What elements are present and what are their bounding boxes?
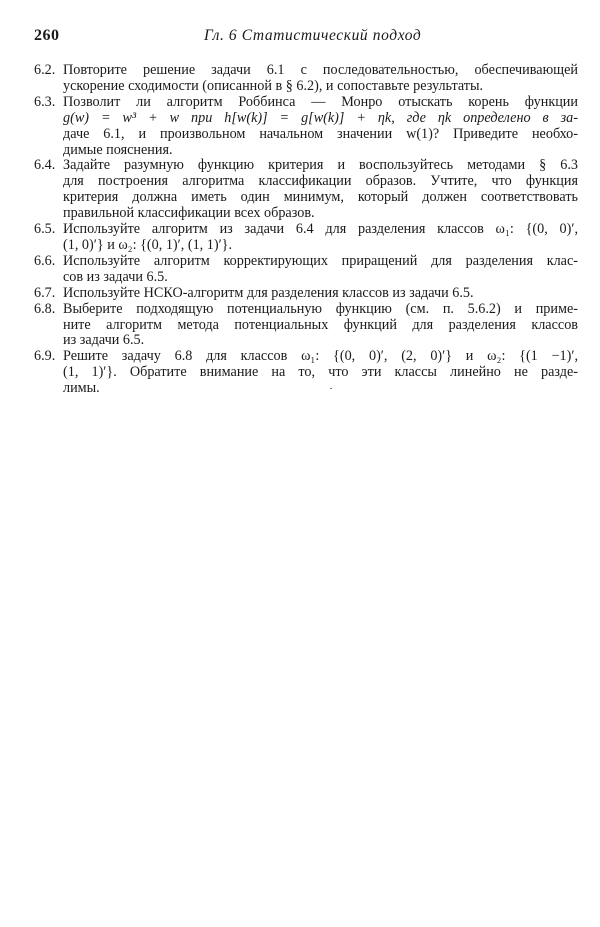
- running-head: [34, 27, 574, 47]
- exercise-text-line: (1, 0)′} и ω₂: {(0, 1)′, (1, 1)′}.: [63, 236, 233, 253]
- page-number: 260: [34, 27, 60, 44]
- exercise-text-line: для построения алгоритма классификации образов. Учтите, что функция: [63, 173, 578, 190]
- exercise-6-2: [34, 63, 578, 95]
- exercise-6-7: [34, 286, 578, 302]
- exercise-text-line: (1, 1)′}. Обратите внимание на то, что эти классы линейно не разде-: [63, 364, 578, 381]
- exercise-text-line: Используйте алгоритм из задачи 6.4 для разделения классов ω₁: {(0, 0)′,: [63, 221, 578, 238]
- exercise-text-line: Используйте НСКО-алгоритм для разделения классов из задачи 6.5.: [63, 284, 474, 301]
- exercise-number: 6.7.: [34, 284, 56, 301]
- exercise-number: 6.6.: [34, 252, 56, 269]
- exercise-text-line: Выберите подходящую потенциальную функцию (см. п. 5.6.2) и приме-: [63, 300, 578, 317]
- exercise-text-line: лимы.: [63, 380, 100, 397]
- exercise-formula-line: g(w) = w³ + w при h[w(k)] = g[w(k)] + ηk, где ηk определено в за-: [63, 109, 578, 126]
- exercise-6-4: [34, 158, 578, 222]
- exercise-text-line: критерия должна иметь один минимум, который должен соответствовать: [63, 189, 578, 206]
- print-speck: [330, 388, 332, 389]
- exercise-text-line: ускорение сходимости (описанной в § 6.2), и сопоставьте результаты.: [63, 77, 484, 94]
- exercise-6-8: [34, 302, 578, 350]
- exercise-number: 6.9.: [34, 348, 56, 365]
- exercise-list: [34, 63, 578, 397]
- exercise-6-9: [34, 349, 578, 397]
- exercise-text-line: даче 6.1, и произвольном начальном значении w(1)? Приведите необхо-: [63, 125, 578, 142]
- exercise-text-line: ните алгоритм метода потенциальных функций для разделения классов: [63, 316, 578, 333]
- exercise-number: 6.3.: [34, 93, 56, 110]
- exercise-text-line: сов из задачи 6.5.: [63, 268, 168, 285]
- chapter-title: Гл. 6 Статистический подход: [204, 27, 422, 44]
- exercise-number: 6.2.: [34, 62, 56, 78]
- exercise-number: 6.5.: [34, 221, 56, 238]
- exercise-text-line: из задачи 6.5.: [63, 332, 145, 349]
- exercise-text-line: димые пояснения.: [63, 141, 173, 158]
- exercise-text-line: Решите задачу 6.8 для классов ω₁: {(0, 0)′, (2, 0)′} и ω₂: {(1 −1)′,: [63, 348, 578, 365]
- exercise-number: 6.4.: [34, 157, 56, 174]
- exercise-6-5: [34, 222, 578, 254]
- exercise-text-line: правильной классификации всех образов.: [63, 205, 315, 222]
- exercise-6-3: [34, 95, 578, 159]
- exercise-text-line: Задайте разумную функцию критерия и воспользуйтесь методами § 6.3: [63, 157, 578, 174]
- exercise-number: 6.8.: [34, 300, 56, 317]
- exercise-text-line: Повторите решение задачи 6.1 с последовательностью, обеспечивающей: [63, 62, 578, 78]
- exercise-text-line: Используйте алгоритм корректирующих приращений для разделения клас-: [63, 252, 578, 269]
- exercise-6-6: [34, 254, 578, 286]
- exercise-text-line: Позволит ли алгоритм Роббинса — Монро отыскать корень функции: [63, 93, 578, 110]
